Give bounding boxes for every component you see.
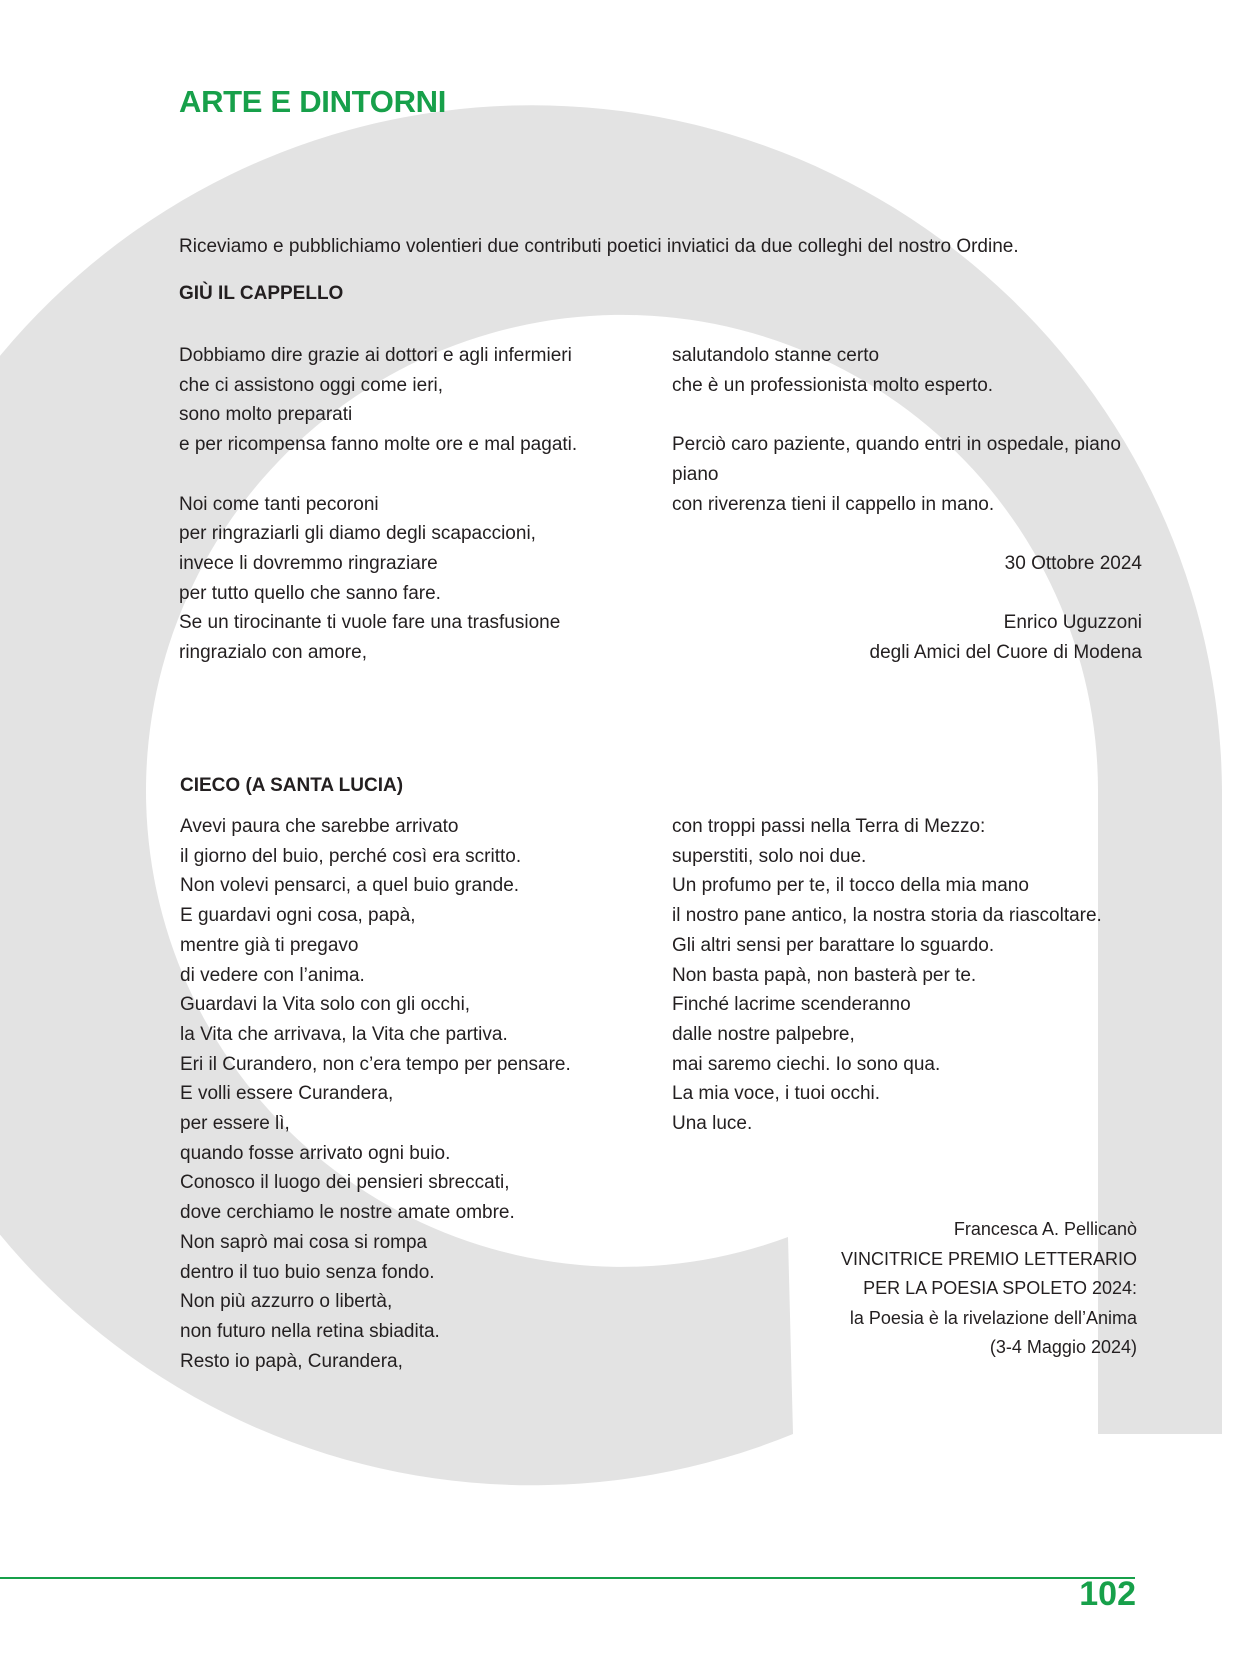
poem-line: La mia voce, i tuoi occhi. [672, 1083, 881, 1105]
poem-line: salutandolo stanne certo [672, 345, 880, 366]
poem-line: non futuro nella retina sbiadita. [180, 1320, 440, 1342]
poem2-credits [841, 1215, 1137, 1363]
poem-line: dalle nostre palpebre, [672, 1023, 855, 1045]
poem-line: la Vita che arrivava, la Vita che partiva. [180, 1023, 508, 1045]
poem-line: con troppi passi nella Terra di Mezzo: [672, 816, 986, 837]
poem2-author: Francesca A. Pellicanò [953, 1219, 1137, 1239]
section-title: ARTE E DINTORNI [179, 84, 447, 119]
poem-line: Non saprò mai cosa si rompa [180, 1231, 428, 1253]
poem-line: il giorno del buio, perché così era scritto. [180, 845, 522, 867]
poem-line: per essere lì, [180, 1113, 290, 1135]
poem-line: mentre già ti pregavo [180, 934, 359, 956]
poem-line: E volli essere Curandera, [180, 1083, 394, 1105]
poem-line: Noi come tanti pecoroni [179, 493, 379, 515]
poem-line [672, 400, 1142, 430]
credit-line: PER LA POESIA SPOLETO 2024: [863, 1278, 1137, 1298]
poem-line: E guardavi ogni cosa, papà, [180, 905, 416, 927]
poem2-column-left [180, 812, 620, 1376]
poem-line: Non più azzurro o libertà, [180, 1291, 393, 1313]
poem1-column-right [672, 341, 1142, 668]
poem-line: con riverenza tieni il cappello in mano. [672, 493, 995, 515]
poem-line [179, 460, 619, 490]
poem-line: Gli altri sensi per barattare lo sguardo. [672, 934, 995, 956]
poem-line: Un profumo per te, il tocco della mia mano [672, 875, 1029, 897]
poem-line: superstiti, solo noi due. [672, 845, 867, 867]
poem-line: mai saremo ciechi. Io sono qua. [672, 1053, 941, 1075]
poem1-affiliation: degli Amici del Cuore di Modena [869, 641, 1142, 663]
credit-line: VINCITRICE PREMIO LETTERARIO [840, 1248, 1137, 1269]
poem-line: Se un tirocinante ti vuole fare una trasfusione [179, 612, 561, 634]
poem-line: e per ricompensa fanno molte ore e mal pagati. [179, 434, 578, 456]
poem-line: Eri il Curandero, non c’era tempo per pensare. [180, 1053, 571, 1075]
page-number: 102 [1079, 1575, 1136, 1613]
poem-line: Non basta papà, non basterà per te. [672, 964, 977, 986]
poem-line: di vedere con l’anima. [180, 964, 365, 986]
footer-divider [0, 1577, 1135, 1579]
poem-title-giu-il-cappello: GIÙ IL CAPPELLO [179, 283, 344, 304]
credit-line: (3-4 Maggio 2024) [989, 1337, 1137, 1357]
poem1-date: 30 Ottobre 2024 [1004, 552, 1142, 574]
poem-title-cieco: CIECO (A SANTA LUCIA) [180, 775, 404, 796]
poem-line: Conosco il luogo dei pensieri sbreccati, [180, 1172, 510, 1194]
poem-line: Dobbiamo dire grazie ai dottori e agli infermieri [179, 345, 572, 366]
intro-text: Riceviamo e pubblichiamo volentieri due contributi poetici inviatici da due colleghi del nostro Ordine. [179, 236, 1019, 257]
poem-line: per tutto quello che sanno fare. [179, 582, 441, 604]
poem2-column-right [672, 812, 1142, 1139]
poem-line: Perciò caro paziente, quando entri in ospedale, piano [672, 434, 1121, 456]
poem-line: piano [672, 463, 719, 485]
poem-line: Una luce. [672, 1113, 753, 1135]
poem-line: quando fosse arrivato ogni buio. [180, 1142, 451, 1164]
poem-line: per ringraziarli gli diamo degli scapaccioni, [179, 523, 536, 545]
poem-line: Finché lacrime scenderanno [672, 994, 911, 1016]
poem-line: il nostro pane antico, la nostra storia da riascoltare. [672, 905, 1102, 927]
poem-line: invece li dovremmo ringraziare [179, 552, 438, 574]
poem1-column-left [179, 341, 619, 668]
poem-line: Avevi paura che sarebbe arrivato [180, 816, 459, 837]
poem-line: che ci assistono oggi come ieri, [179, 374, 444, 396]
poem-line: che è un professionista molto esperto. [672, 374, 994, 396]
poem-line: Guardavi la Vita solo con gli occhi, [180, 994, 471, 1016]
poem1-author: Enrico Uguzzoni [1003, 612, 1142, 634]
poem-line: dove cerchiamo le nostre amate ombre. [180, 1202, 515, 1224]
credit-line: la Poesia è la rivelazione dell’Anima [849, 1307, 1137, 1328]
poem-line: sono molto preparati [179, 404, 353, 426]
poem-line: dentro il tuo buio senza fondo. [180, 1261, 435, 1283]
poem-line: Resto io papà, Curandera, [180, 1350, 403, 1372]
poem-line: ringrazialo con amore, [179, 642, 367, 664]
poem-line: Non volevi pensarci, a quel buio grande. [180, 875, 520, 897]
